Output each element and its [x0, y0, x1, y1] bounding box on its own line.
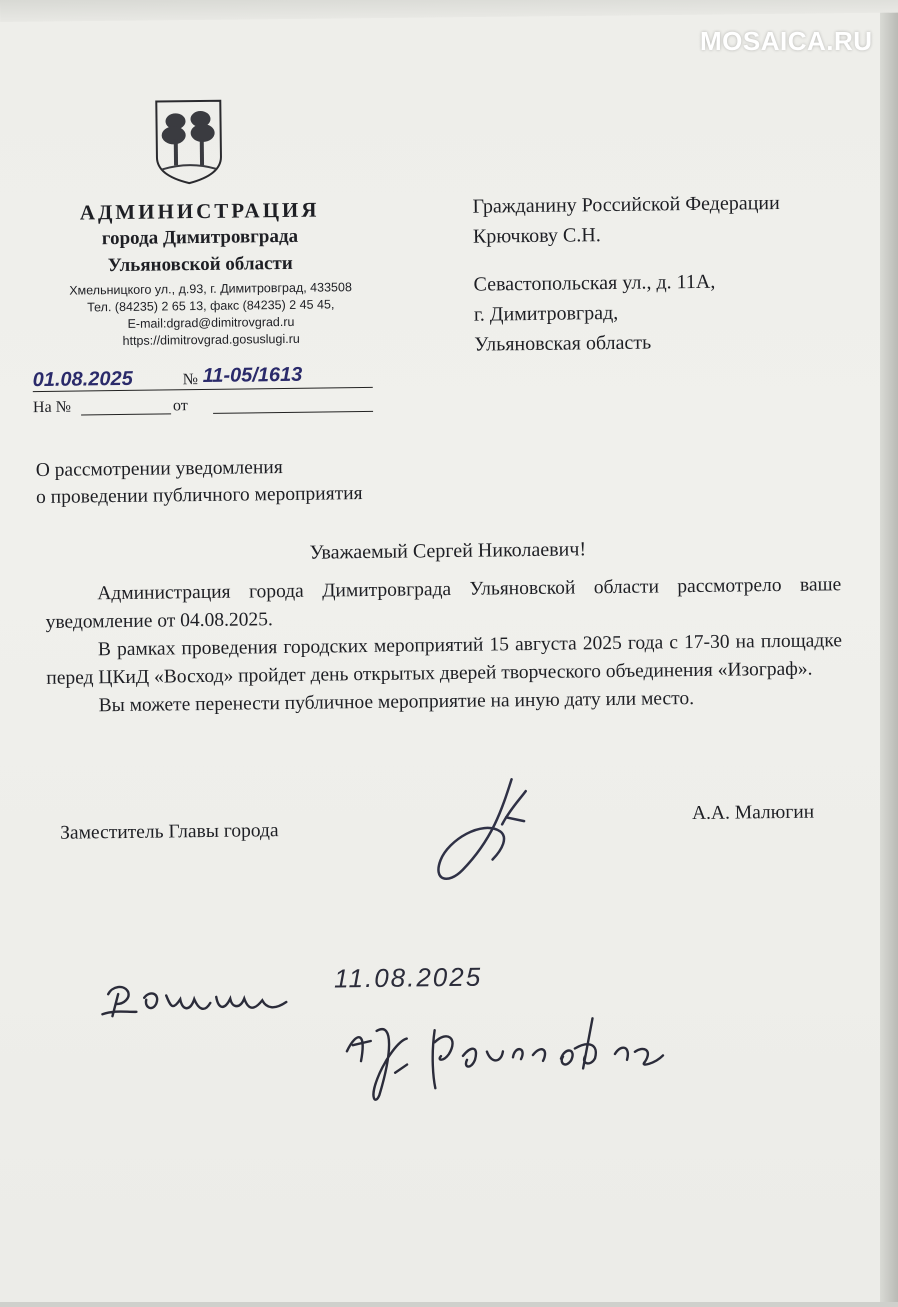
org-email: E-mail:dgrad@dimitrovgrad.ru: [127, 314, 295, 331]
organization-header: [44, 197, 355, 280]
number-label: №: [182, 371, 199, 389]
greeting: Уважаемый Сергей Николаевич!: [309, 538, 587, 564]
registration-block: [33, 363, 384, 427]
signer-name: А.А. Малюгин: [691, 801, 815, 825]
from-label: от: [172, 397, 188, 415]
org-website: https://dimitrovgrad.gosuslugi.ru: [122, 331, 300, 348]
letter-body: [45, 571, 843, 721]
outgoing-number: 11-05/1613: [202, 363, 303, 388]
outgoing-date: 01.08.2025: [32, 367, 133, 392]
official-signature: [421, 769, 553, 901]
org-contacts: [45, 279, 376, 351]
subject-line-2: о проведении публичного мероприятия: [35, 483, 363, 509]
org-phone: Тел. (84235) 2 65 13, факс (84235) 2 45 45,: [87, 297, 335, 315]
recipient-region: Ульяновская область: [474, 331, 652, 356]
body-paragraph: Администрация города Димитровграда Ульяновской области рассмотрело ваше уведомление от 04.08.2025.: [45, 574, 842, 633]
acknowledgement-date: 11.08.2025: [333, 961, 483, 994]
org-address: Хмельницкого ул., д.93, г. Димитровград, 433508: [69, 280, 352, 298]
watermark: MOSAICA.RU: [700, 26, 873, 56]
subject-line-1: О рассмотрении уведомления: [35, 457, 283, 482]
letter-subject: [36, 452, 457, 511]
recipient-street: Севастопольская ул., д. 11А,: [473, 270, 716, 296]
reference-date-blank: [213, 411, 373, 414]
body-paragraph: В рамках проведения городских мероприятий 15 августа 2025 года с 17-30 на площадке перед ЦКиД «Восход» пройдет день открытых дверей творческого объединения «Изограф».: [46, 630, 843, 689]
recipient-name: Крючкову С.Н.: [472, 224, 601, 248]
org-title: АДМИНИСТРАЦИЯ: [79, 197, 320, 225]
org-region: Ульяновской области: [107, 252, 293, 277]
reference-number-blank: [81, 413, 171, 415]
coat-of-arms-icon: [153, 99, 224, 186]
body-paragraph: Вы можете перенести публичное мероприятие на иную дату или место.: [98, 688, 695, 717]
recipient-block: [472, 187, 854, 360]
org-city: города Димитровграда: [101, 225, 299, 250]
signer-position: Заместитель Главы города: [60, 820, 279, 844]
handwritten-acknowledgement: [94, 957, 716, 1125]
reference-label: На №: [32, 398, 72, 417]
recipient-line-1: Гражданину Российской Федерации: [472, 191, 780, 218]
recipient-city: г. Димитровград,: [473, 301, 619, 326]
